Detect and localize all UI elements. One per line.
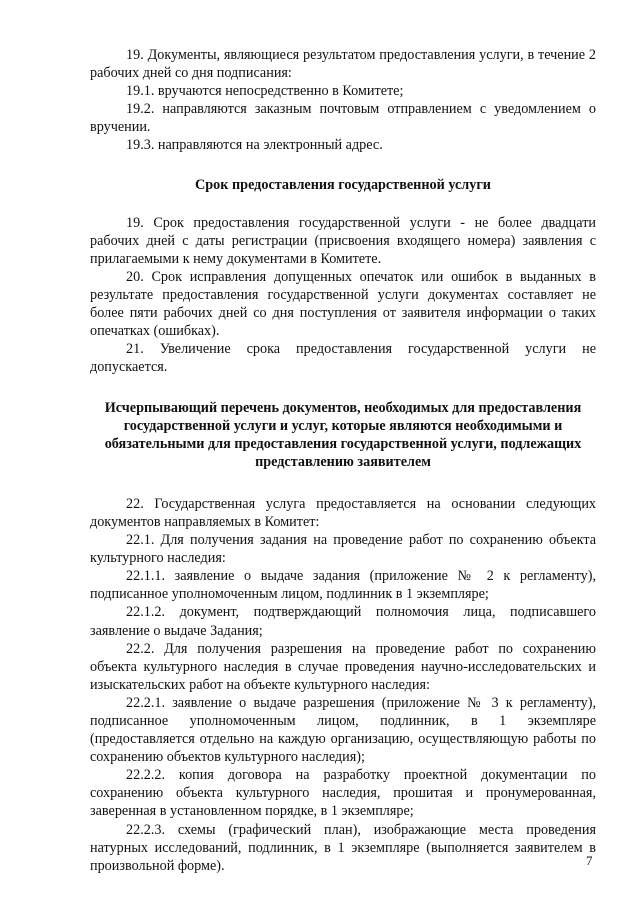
paragraph-19-3: 19.3. направляются на электронный адрес. xyxy=(126,137,383,154)
paragraph-22-2-3: 22.2.3. схемы (графический план), изображающие места проведения натурных исследований, подлинник, в 1 экземпляре (выполняется заявителем в произвольной форме). xyxy=(90,821,596,874)
paragraph-19-1: 19.1. вручаются непосредственно в Комитете; xyxy=(126,83,404,100)
page-number: 7 xyxy=(586,853,593,868)
paragraph-22-1-2: 22.1.2. документ, подтверждающий полномочия лица, подписавшего заявление о выдаче Задания; xyxy=(90,604,596,639)
paragraph-22-1-1: 22.1.1. заявление о выдаче задания (приложение № 2 к регламенту), подписанное уполномоченным лицом, подлинник в 1 экземпляре; xyxy=(90,568,596,603)
paragraph-21: 21. Увеличение срока предоставления государственной услуги не допускается. xyxy=(90,341,596,376)
paragraph-19-term: 19. Срок предоставления государственной услуги - не более двадцати рабочих дней с даты регистрации (присвоения входящего номера) заявления с прилагаемыми к нему документами в Комитете. xyxy=(90,214,596,267)
paragraph-22-1: 22.1. Для получения задания на проведение работ по сохранению объекта культурного наследия: xyxy=(90,532,596,567)
section-heading-documents: Исчерпывающий перечень документов, необходимых для предоставления государственной услуги и услуг, которые являются необходимыми и обязательными для предоставления государственной услуги, подлежащих представлению заявителем xyxy=(104,399,582,470)
paragraph-22-2-1: 22.2.1. заявление о выдаче разрешения (приложение № 3 к регламенту), подписанное уполномоченным лицом, подлинник, в 1 экземпляре (предоставляется отдельно на каждую организацию, осуществляющую работы по сохранению объектов культурного наследия); xyxy=(90,694,596,766)
paragraph-22: 22. Государственная услуга предоставляется на основании следующих документов направляемых в Комитет: xyxy=(90,495,596,530)
paragraph-22-2-2: 22.2.2. копия договора на разработку проектной документации по сохранению объекта культурного наследия, прошитая и пронумерованная, заверенная в установленном порядке, в 1 экземпляре; xyxy=(90,767,596,820)
document-page xyxy=(90,46,596,875)
paragraph-22-2: 22.2. Для получения разрешения на проведение работ по сохранению объекта культурного наследия в случае проведения научно-исследовательских и изыскательских работ на объекте культурного наследия: xyxy=(90,640,596,693)
section-heading-term: Срок предоставления государственной услуги xyxy=(195,176,491,193)
paragraph-20: 20. Срок исправления допущенных опечаток или ошибок в выданных в результате предоставления государственной услуги документах составляет не более пяти рабочих дней со дня поступления от заявителя информации о таких опечатках (ошибках). xyxy=(90,268,596,340)
paragraph-19-results: 19. Документы, являющиеся результатом предоставления услуги, в течение 2 рабочих дней со дня подписания: xyxy=(90,47,596,82)
paragraph-19-2: 19.2. направляются заказным почтовым отправлением с уведомлением о вручении. xyxy=(90,101,596,136)
